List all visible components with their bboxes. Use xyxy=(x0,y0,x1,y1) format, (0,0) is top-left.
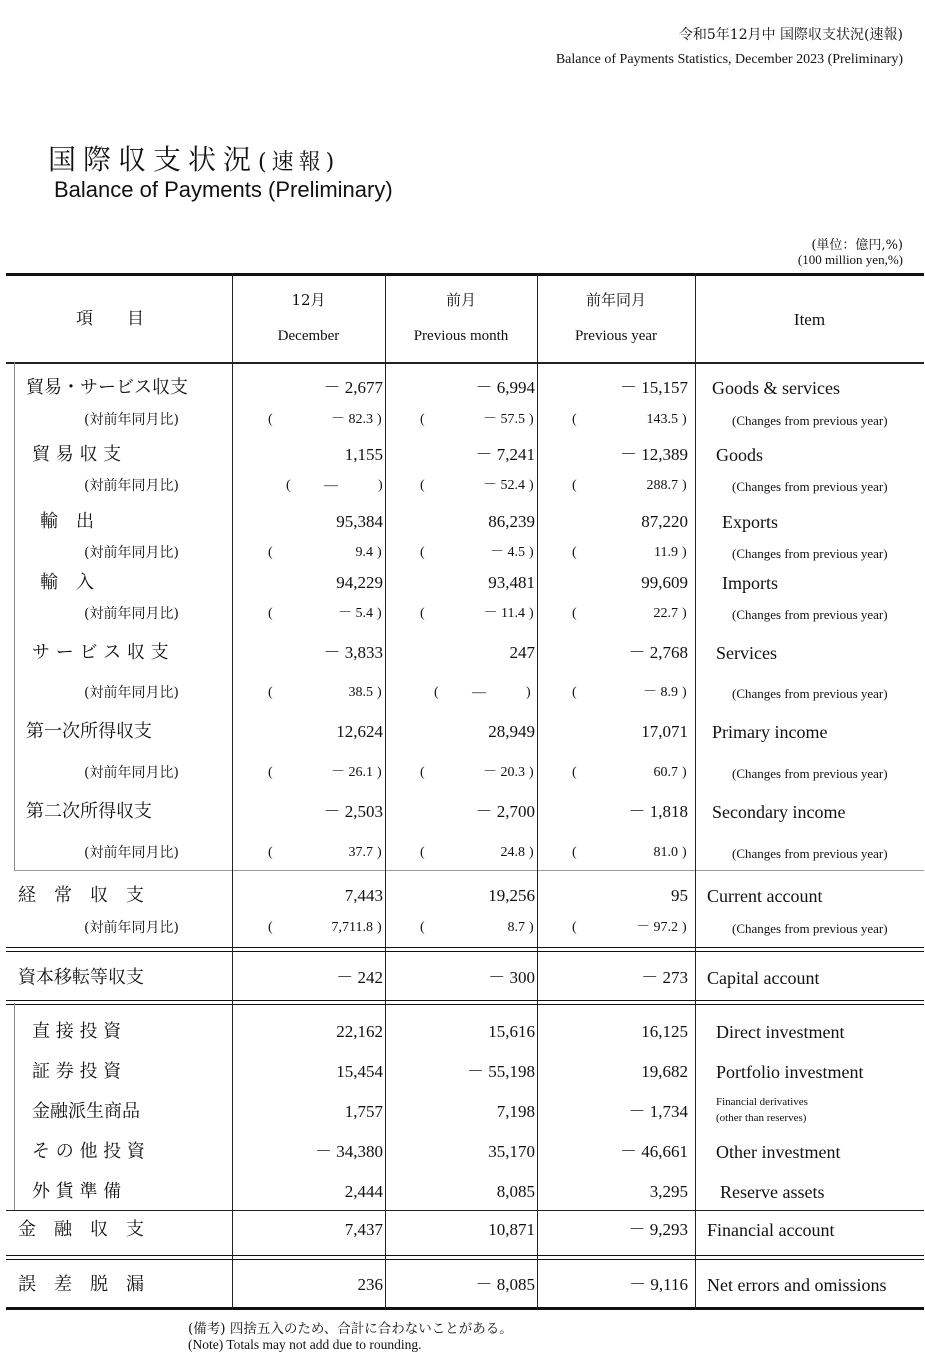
paren-close-1: ) xyxy=(377,920,382,935)
row-sub-label-en: (Changes from previous year) xyxy=(732,607,888,622)
paren-open-2: ( xyxy=(420,545,425,560)
paren-open-2: ( xyxy=(420,765,425,780)
paren-open-3: ( xyxy=(572,920,577,935)
row-value-3: － 2,768 xyxy=(628,643,688,662)
row-change-3: － 97.2 xyxy=(636,920,678,935)
paren-close-2: ) xyxy=(529,606,534,621)
row-label-en: Imports xyxy=(722,573,778,593)
col-header-december-en: December xyxy=(277,328,340,344)
row-value-3: － 1,734 xyxy=(628,1102,688,1121)
paren-open-3: ( xyxy=(572,478,577,493)
row-value-2: 93,481 xyxy=(488,573,535,592)
col-rule-1 xyxy=(232,273,233,1310)
row-label-en: Net errors and omissions xyxy=(707,1275,887,1295)
col-rule-4 xyxy=(695,273,696,1310)
row-label-en: Portfolio investment xyxy=(716,1062,864,1082)
row-value-3: － 15,157 xyxy=(620,378,688,397)
indent-rule-2 xyxy=(14,1003,15,1210)
row-value-2: － 6,994 xyxy=(475,378,535,397)
row-value-3: － 9,293 xyxy=(628,1220,688,1239)
row-label-en: Other investment xyxy=(716,1142,841,1162)
paren-open-1: ( xyxy=(268,412,273,427)
row-change-2: — xyxy=(472,685,486,700)
paren-close-1: ) xyxy=(377,685,382,700)
col-header-item-jp: 項 目 xyxy=(76,309,144,329)
row-change-3: 81.0 xyxy=(653,845,678,860)
row-label-en: Primary income xyxy=(712,722,828,742)
col-header-prev-year-en: Previous year xyxy=(574,328,658,344)
row-sub-label-jp: (対前年同月比) xyxy=(84,606,179,622)
paren-close-3: ) xyxy=(682,765,687,780)
paren-close-3: ) xyxy=(682,845,687,860)
row-value-1: － 3,833 xyxy=(323,643,383,662)
row-label-jp: 金 融 収 支 xyxy=(18,1219,144,1240)
col-rule-2 xyxy=(385,273,386,1310)
row-value-1: 1,155 xyxy=(344,445,383,464)
row-value-1: － 34,380 xyxy=(315,1142,383,1161)
paren-close-2: ) xyxy=(529,545,534,560)
row-label-en: Goods xyxy=(716,445,764,465)
row-value-2: 10,871 xyxy=(488,1220,535,1239)
row-value-2: － 2,700 xyxy=(475,802,535,821)
row-sub-label-jp: (対前年同月比) xyxy=(84,845,179,861)
paren-close-3: ) xyxy=(682,545,687,560)
row-change-2: － 11.4 xyxy=(483,606,525,621)
errors-top-rule xyxy=(6,1255,924,1260)
row-change-2: 8.7 xyxy=(507,920,525,935)
row-label-en: Goods & services xyxy=(712,378,840,398)
row-change-2: － 52.4 xyxy=(483,478,525,493)
paren-open-2: ( xyxy=(420,606,425,621)
col-rule-3 xyxy=(537,273,538,1310)
paren-open-3: ( xyxy=(572,606,577,621)
row-change-2: － 20.3 xyxy=(483,765,525,780)
row-label-jp: 経 常 収 支 xyxy=(18,885,144,906)
row-value-1: 7,437 xyxy=(344,1220,383,1239)
row-sub-label-jp: (対前年同月比) xyxy=(84,685,179,701)
paren-open-1: ( xyxy=(286,478,291,493)
paren-close-1: ) xyxy=(377,845,382,860)
row-value-1: － 2,677 xyxy=(323,378,383,397)
header-en: Balance of Payments Statistics, December 2023 (Preliminary) xyxy=(555,52,903,67)
title-jp-main: 国際収支状況 xyxy=(48,143,259,176)
row-value-3: － 1,818 xyxy=(628,802,688,821)
row-value-3: － 273 xyxy=(641,968,688,987)
col-header-december-jp: 12月 xyxy=(291,291,326,309)
table-top-rule xyxy=(6,273,924,276)
row-label-en: Secondary income xyxy=(712,802,846,822)
row-change-1: － 5.4 xyxy=(338,606,373,621)
row-change-1: － 82.3 xyxy=(331,412,373,427)
row-value-1: － 2,503 xyxy=(323,802,383,821)
paren-open-3: ( xyxy=(572,765,577,780)
balance-table xyxy=(6,273,924,1313)
row-value-1: 12,624 xyxy=(336,722,383,741)
paren-open-2: ( xyxy=(420,412,425,427)
title-jp-sub: (速報) xyxy=(258,150,340,175)
paren-close-2: ) xyxy=(526,685,531,700)
row-value-3: 95 xyxy=(671,886,688,905)
row-label-en: Financial account xyxy=(707,1220,835,1240)
row-sub-label-en: (Changes from previous year) xyxy=(732,766,888,781)
header-jp: 令和5年12月中 国際収支状況(速報) xyxy=(678,27,903,43)
row-value-3: 17,071 xyxy=(641,722,688,741)
paren-open-2: ( xyxy=(434,685,439,700)
indent-rule-1 xyxy=(14,362,15,870)
paren-open-1: ( xyxy=(268,685,273,700)
row-label-en: Reserve assets xyxy=(720,1182,825,1202)
paren-close-1: ) xyxy=(377,412,382,427)
row-value-3: 19,682 xyxy=(641,1062,688,1081)
row-label-jp: 資本移転等収支 xyxy=(18,967,144,988)
row-value-2: 35,170 xyxy=(488,1142,535,1161)
row-value-2: 15,616 xyxy=(488,1022,535,1041)
note-jp: (備考) 四捨五入のため、合計に合わないことがある。 xyxy=(188,1321,513,1337)
paren-open-2: ( xyxy=(420,920,425,935)
row-label-en-line1: Financial derivatives xyxy=(716,1096,808,1108)
row-value-1: 95,384 xyxy=(336,512,383,531)
row-label-jp: 外 貨 準 備 xyxy=(32,1181,122,1202)
paren-close-3: ) xyxy=(682,606,687,621)
row-value-3: 99,609 xyxy=(641,573,688,592)
row-value-2: 86,239 xyxy=(488,512,535,531)
row-change-1: — xyxy=(324,478,338,493)
row-change-1: 37.7 xyxy=(348,845,373,860)
row-change-1: 38.5 xyxy=(348,685,373,700)
row-value-1: 236 xyxy=(357,1275,383,1294)
row-change-3: 143.5 xyxy=(646,412,678,427)
row-label-jp: 直 接 投 資 xyxy=(32,1021,122,1042)
paren-open-3: ( xyxy=(572,845,577,860)
financial-top-rule xyxy=(6,1210,924,1211)
row-sub-label-en: (Changes from previous year) xyxy=(732,921,888,936)
paren-close-2: ) xyxy=(529,765,534,780)
paren-close-2: ) xyxy=(529,920,534,935)
row-label-jp: 貿易・サービス収支 xyxy=(26,377,188,398)
row-value-2: 8,085 xyxy=(496,1182,535,1201)
row-label-jp: 誤 差 脱 漏 xyxy=(18,1274,144,1295)
row-change-1: 9.4 xyxy=(355,545,373,560)
row-change-3: － 8.9 xyxy=(643,685,678,700)
row-change-2: 24.8 xyxy=(500,845,525,860)
row-value-2: － 55,198 xyxy=(467,1062,535,1081)
row-sub-label-en: (Changes from previous year) xyxy=(732,413,888,428)
row-label-jp: 第二次所得収支 xyxy=(26,801,152,822)
row-label-en: Exports xyxy=(722,512,778,532)
unit-jp: (単位：億円,%) xyxy=(811,238,903,253)
row-sub-label-jp: (対前年同月比) xyxy=(84,765,179,781)
paren-open-1: ( xyxy=(268,920,273,935)
row-value-1: 1,757 xyxy=(344,1102,383,1121)
col-header-prev-month-jp: 前月 xyxy=(445,291,476,309)
paren-close-1: ) xyxy=(378,478,383,493)
col-header-prev-month-en: Previous month xyxy=(413,328,509,344)
row-sub-label-jp: (対前年同月比) xyxy=(84,478,179,494)
paren-open-2: ( xyxy=(420,478,425,493)
row-label-jp: 第一次所得収支 xyxy=(26,721,152,742)
row-value-1: 7,443 xyxy=(344,886,383,905)
paren-open-1: ( xyxy=(268,545,273,560)
row-value-2: 7,198 xyxy=(496,1102,535,1121)
paren-close-1: ) xyxy=(377,545,382,560)
paren-close-3: ) xyxy=(682,478,687,493)
page-title-en: Balance of Payments (Preliminary) xyxy=(54,177,393,202)
row-value-1: 15,454 xyxy=(336,1062,383,1081)
capital-top-rule xyxy=(6,947,924,952)
paren-open-2: ( xyxy=(420,845,425,860)
row-label-jp: 証 券 投 資 xyxy=(32,1061,122,1082)
row-value-3: － 12,389 xyxy=(620,445,688,464)
row-sub-label-en: (Changes from previous year) xyxy=(732,846,888,861)
row-sub-label-en: (Changes from previous year) xyxy=(732,546,888,561)
row-change-2: － 57.5 xyxy=(483,412,525,427)
row-label-en: Services xyxy=(716,643,777,663)
paren-open-1: ( xyxy=(268,765,273,780)
col-header-item-en: Item xyxy=(793,310,826,329)
row-value-2: 19,256 xyxy=(488,886,535,905)
row-label-en: Direct investment xyxy=(716,1022,845,1042)
row-value-1: － 242 xyxy=(336,968,383,987)
row-sub-label-en: (Changes from previous year) xyxy=(732,479,888,494)
paren-close-3: ) xyxy=(682,920,687,935)
paren-close-2: ) xyxy=(529,412,534,427)
paren-close-2: ) xyxy=(529,478,534,493)
row-label-jp: 輸 入 xyxy=(40,572,94,593)
row-label-en-line2: (other than reserves) xyxy=(716,1112,807,1124)
row-change-3: 288.7 xyxy=(646,478,678,493)
row-sub-label-jp: (対前年同月比) xyxy=(84,412,179,428)
row-label-jp: 輸 出 xyxy=(40,511,94,532)
row-sub-label-en: (Changes from previous year) xyxy=(732,686,888,701)
paren-close-1: ) xyxy=(377,765,382,780)
current-top-rule xyxy=(14,870,924,871)
row-value-3: 3,295 xyxy=(649,1182,688,1201)
row-label-en: Current account xyxy=(707,886,823,906)
row-change-1: － 26.1 xyxy=(331,765,373,780)
row-change-3: 60.7 xyxy=(653,765,678,780)
financial-sub-top-rule xyxy=(6,1000,924,1005)
note-en: (Note) Totals may not add due to rounding. xyxy=(188,1337,422,1352)
paren-open-3: ( xyxy=(572,412,577,427)
page-title-jp xyxy=(48,138,339,178)
row-change-1: 7,711.8 xyxy=(331,920,373,935)
unit-en: (100 million yen,%) xyxy=(797,252,903,267)
row-value-2: 247 xyxy=(509,643,535,662)
row-label-jp: サ ー ビ ス 収 支 xyxy=(32,642,169,663)
col-header-prev-year-jp: 前年同月 xyxy=(585,291,646,309)
paren-open-1: ( xyxy=(268,606,273,621)
row-label-en: Capital account xyxy=(707,968,820,988)
row-value-1: 22,162 xyxy=(336,1022,383,1041)
row-value-3: 87,220 xyxy=(641,512,688,531)
row-value-2: － 7,241 xyxy=(475,445,535,464)
row-change-3: 11.9 xyxy=(654,545,678,560)
row-value-3: 16,125 xyxy=(641,1022,688,1041)
row-change-2: － 4.5 xyxy=(490,545,525,560)
row-value-3: － 46,661 xyxy=(620,1142,688,1161)
row-value-2: － 300 xyxy=(488,968,535,987)
row-label-jp: 金融派生商品 xyxy=(32,1101,140,1122)
header-bottom-rule xyxy=(6,362,924,364)
row-value-3: － 9,116 xyxy=(629,1275,688,1294)
paren-close-3: ) xyxy=(682,412,687,427)
row-sub-label-jp: (対前年同月比) xyxy=(84,920,179,936)
row-value-1: 94,229 xyxy=(336,573,383,592)
paren-close-2: ) xyxy=(529,845,534,860)
row-value-1: 2,444 xyxy=(344,1182,383,1201)
table-bottom-rule xyxy=(6,1307,924,1310)
paren-close-1: ) xyxy=(377,606,382,621)
row-value-2: 28,949 xyxy=(488,722,535,741)
row-label-jp: そ の 他 投 資 xyxy=(32,1141,145,1162)
paren-close-3: ) xyxy=(682,685,687,700)
paren-open-1: ( xyxy=(268,845,273,860)
row-label-jp: 貿 易 収 支 xyxy=(32,444,122,465)
paren-open-3: ( xyxy=(572,685,577,700)
row-sub-label-jp: (対前年同月比) xyxy=(84,545,179,561)
row-change-3: 22.7 xyxy=(653,606,678,621)
paren-open-3: ( xyxy=(572,545,577,560)
row-value-2: － 8,085 xyxy=(475,1275,535,1294)
